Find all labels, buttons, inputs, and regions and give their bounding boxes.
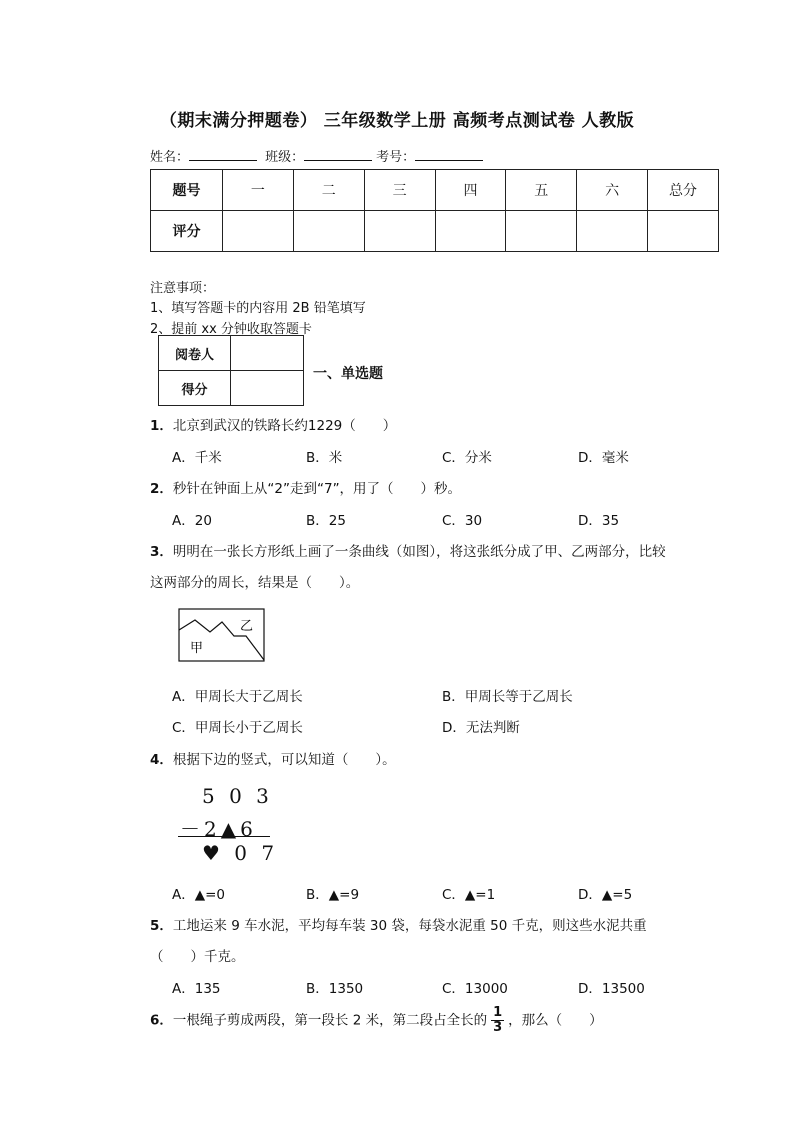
question-text-line2: 这两部分的周长，结果是（ ）。 [150, 575, 360, 591]
reviewer-label: 阅卷人 [159, 336, 231, 371]
score-header-cell: 五 [506, 170, 577, 211]
score-table [150, 169, 719, 252]
option-a[interactable]: A．20 [172, 513, 212, 529]
score-cell[interactable] [293, 211, 364, 252]
exam-no-blank [415, 148, 483, 161]
question-number: 3． [150, 544, 173, 560]
score-label: 得分 [159, 371, 231, 406]
score-cell[interactable] [364, 211, 435, 252]
score-table-score-row [151, 211, 719, 252]
question-3 [150, 540, 666, 560]
question-text: 北京到武汉的铁路长约1229（ ） [172, 418, 397, 434]
score-table-header-row [151, 170, 719, 211]
name-blank [189, 148, 257, 161]
class-blank [304, 148, 372, 161]
rectangle-curve-figure [178, 608, 266, 663]
score-header-cell: 六 [577, 170, 648, 211]
option-d[interactable]: D．13500 [578, 981, 645, 997]
vertical-calc-line1: 5 0 3 [202, 784, 273, 808]
exam-no-label: 考号： [376, 150, 416, 165]
question-text: 一根绳子剪成两段，第一段长 2 米，第二段占全长的 [172, 1012, 488, 1029]
score-header-cell: 总分 [648, 170, 719, 211]
option-b[interactable]: B．▲=9 [306, 887, 360, 903]
option-b[interactable]: B．甲周长等于乙周长 [442, 689, 573, 705]
option-d[interactable]: D．35 [578, 513, 620, 529]
question-text-after: ，那么（ ） [508, 1012, 603, 1029]
score-header-cell: 一 [223, 170, 294, 211]
student-info [150, 146, 487, 165]
question-number: 2． [150, 481, 173, 497]
question-5 [150, 914, 647, 934]
option-a[interactable]: A．135 [172, 981, 221, 997]
page-title: （期末满分押题卷） 三年级数学上册 高频考点测试卷 人教版 [159, 111, 635, 131]
notes-item: 1、填写答题卡的内容用 2B 铅笔填写 [150, 301, 366, 316]
question-number: 1． [150, 418, 173, 434]
figure-label-jia: 甲 [190, 641, 204, 656]
fraction-numerator: 1 [493, 1005, 503, 1020]
option-c[interactable]: C．分米 [442, 450, 492, 466]
class-label: 班级： [265, 150, 305, 165]
option-b[interactable]: B．1350 [306, 981, 364, 997]
fraction-denominator: 3 [493, 1020, 503, 1035]
score-cell[interactable] [577, 211, 648, 252]
reviewer-cell[interactable] [231, 336, 304, 371]
question-text: 明明在一张长方形纸上画了一条曲线（如图），将这张纸分成了甲、乙两部分，比较 [172, 544, 666, 560]
question-number: 6． [150, 1012, 173, 1029]
question-number: 5． [150, 918, 173, 934]
score-cell[interactable] [506, 211, 577, 252]
vertical-calc-line2: －2▲6 [180, 817, 257, 841]
score-cell[interactable] [648, 211, 719, 252]
score-row-label: 评分 [151, 211, 223, 252]
score-header-cell: 三 [364, 170, 435, 211]
option-c[interactable]: C．30 [442, 513, 483, 529]
question-number: 4． [150, 752, 173, 768]
question-text: 根据下边的竖式，可以知道（ ）。 [172, 752, 396, 768]
question-6 [150, 1006, 603, 1035]
notes-heading: 注意事项： [150, 281, 216, 296]
score-cell[interactable] [435, 211, 506, 252]
notes-item: 2、提前 xx 分钟收取答题卡 [150, 322, 312, 337]
question-text: 秒针在钟面上从“2”走到“7”，用了（ ）秒。 [172, 481, 462, 497]
option-b[interactable]: B．米 [306, 450, 343, 466]
score-value-cell[interactable] [231, 371, 304, 406]
option-d[interactable]: D．毫米 [578, 450, 629, 466]
score-header-cell: 题号 [151, 170, 223, 211]
option-a[interactable]: A．甲周长大于乙周长 [172, 689, 303, 705]
option-c[interactable]: C．13000 [442, 981, 508, 997]
name-label: 姓名： [150, 150, 190, 165]
section-title: 一、单选题 [313, 366, 383, 382]
fraction [491, 1006, 504, 1035]
question-1 [150, 414, 396, 434]
figure-label-yi: 乙 [240, 619, 254, 634]
question-2 [150, 477, 461, 497]
vertical-calc-rule [178, 836, 270, 837]
score-cell[interactable] [223, 211, 294, 252]
option-c[interactable]: C．甲周长小于乙周长 [172, 720, 303, 736]
grader-box [158, 335, 304, 406]
vertical-calc-line3: ♥ 0 7 [202, 841, 279, 865]
option-c[interactable]: C．▲=1 [442, 887, 496, 903]
question-text-line2: （ ）千克。 [150, 949, 245, 965]
option-b[interactable]: B．25 [306, 513, 346, 529]
score-header-cell: 二 [293, 170, 364, 211]
option-a[interactable]: A．千米 [172, 450, 222, 466]
question-text: 工地运来 9 车水泥，平均每车装 30 袋，每袋水泥重 50 千克，则这些水泥共重 [172, 918, 647, 934]
option-d[interactable]: D．▲=5 [578, 887, 633, 903]
score-header-cell: 四 [435, 170, 506, 211]
question-4 [150, 748, 396, 768]
option-a[interactable]: A．▲=0 [172, 887, 226, 903]
option-d[interactable]: D．无法判断 [442, 720, 520, 736]
